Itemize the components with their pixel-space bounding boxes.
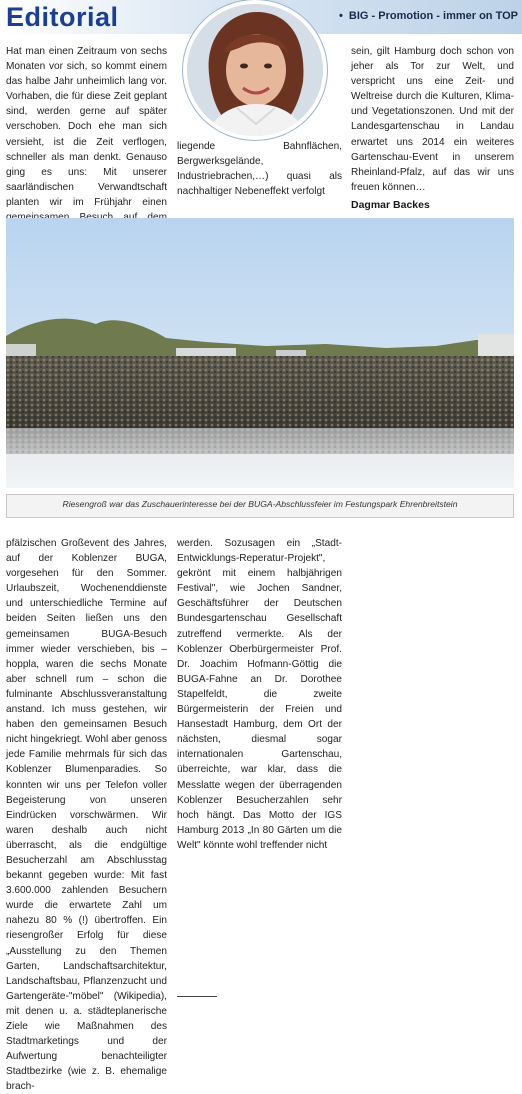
author-portrait <box>183 0 327 140</box>
author-signature: Dagmar Backes <box>351 199 430 211</box>
editorial-text-3: sein, gilt Hamburg doch schon von jeher als Tor zur Welt, und verspricht uns eine Zeit- und Weltreise durch die Kulturen, Klima- und Vegetationszonen. Und mit der Landesgartenschau in Landau erwartet uns 2014 ein weiteres Gartenschau-Event in unserem Rheinland-Pfalz, auf das wir uns freuen können… <box>351 46 514 193</box>
crowd-photo-image <box>6 218 514 488</box>
article-column-2 <box>177 536 342 853</box>
editorial-text-1: Hat man einen Zeitraum von sechs Monaten vor sich, so kommt einem das halbe Jahr unheimlich lang vor. Vorhaben, die für diese Zeit geplant sind, werden gerne auf später verschoben. Doch ehe man sich versieht, ist die Zeit verflogen, schneller als man denkt. Genauso ging es uns: Mit unserer saarländischen Verwandtschaft planten wir im Frühjahr einen <box>6 46 167 208</box>
editorial-column-3 <box>351 44 514 195</box>
photo-caption-box <box>6 494 514 518</box>
bullet-icon: • <box>339 10 343 22</box>
editorial-column-1 <box>6 44 167 240</box>
editorial-column-2 <box>177 139 342 199</box>
article-text-1: pfälzischen Großevent des Jahres, auf der Koblenzer BUGA, vorgesehen für den Sommer. Urlaubszeit, Wochenenddienste und unterschiedliche Termine auf beiden Seiten ließen uns den gemeinsamen BUGA-Besuch immer wieder verschieben, bis – hoppla, waren die sechs Monate aber schnell rum – schon die fulminante Abschlussveranstaltung anstand. Ich muss gestehen, wir haben den gemeinsamen Besuch nicht hingekriegt. Wohl aber genoss jede Familie mehrmals für sich das Koblenzer Blumenparadies. So konnten wir uns per Telefon voller Begeisterung von unseren Eindrücken vorschwärmen. Wir waren deshalb auch nicht überrascht, als die endgültige Besucherzahl am Abschlusstag bekannt gegeben wurde: Mit fast 3.600.000 zahlenden Besuchern wurde die erwartete Zahl um nahezu 80 % (!) übertroffen. Ein riesengroßer Erfolg für diese „Ausstellung zu den Themen Garten, Landschaftsarchitektur, Landschaftsbau, Pflanzenzucht und Gartengeräte-"möbel" (Wikipedia), mit denen u. a. städteplanerische Ziele wie Maßnahmen des Stadtmarketings und der Aufwertung benachteiligter Stadtbezirke (wie z. B. ehemalige brach- <box>6 538 167 1093</box>
tagline-text: BIG - Promotion - immer on TOP <box>348 10 518 22</box>
section-title: Editorial <box>6 2 119 32</box>
portrait-image <box>187 4 323 136</box>
article-column-1 <box>6 536 167 1094</box>
crowd-photo <box>6 218 514 488</box>
column-end-rule <box>177 996 217 997</box>
photo-caption: Riesengroß war das Zuschauerinteresse bei der BUGA-Abschlussfeier im Festungspark Ehrenbreitstein <box>62 499 458 509</box>
promo-tagline <box>339 9 518 23</box>
editorial-text-2: liegende Bahnflächen, Bergwerksgelände, Industriebrachen,…) quasi als nachhaltiger Nebeneffekt verfolgt <box>177 141 342 198</box>
article-text-2: werden. Sozusagen ein „Stadt-Entwicklungs-Reperatur-Projekt", gekrönt mit einem halbjährigen Festival", wie Jochen Sandner, Geschäftsführer der Deutschen Bundesgartenschau Gesellschaft zutreffend vermerkte. Als der Koblenzer Oberbürgermeister Prof. Dr. Joachim Hofmann-Göttig die BUGA-Fahne an Dr. Dorothee Stapelfeldt, die zweite Bürgermeisterin der Freien und Hansestadt Hamburg, dem Ort der nächsten, diesmal sogar internationalen Gartenschau, überreichte, war klar, dass die Messlatte wegen der überragenden Koblenzer Besucherzahlen sehr hoch hängt. Das Motto der IGS Hamburg 2013 „In 80 Gärten um die Welt" könnte wohl treffender nicht <box>177 538 342 851</box>
